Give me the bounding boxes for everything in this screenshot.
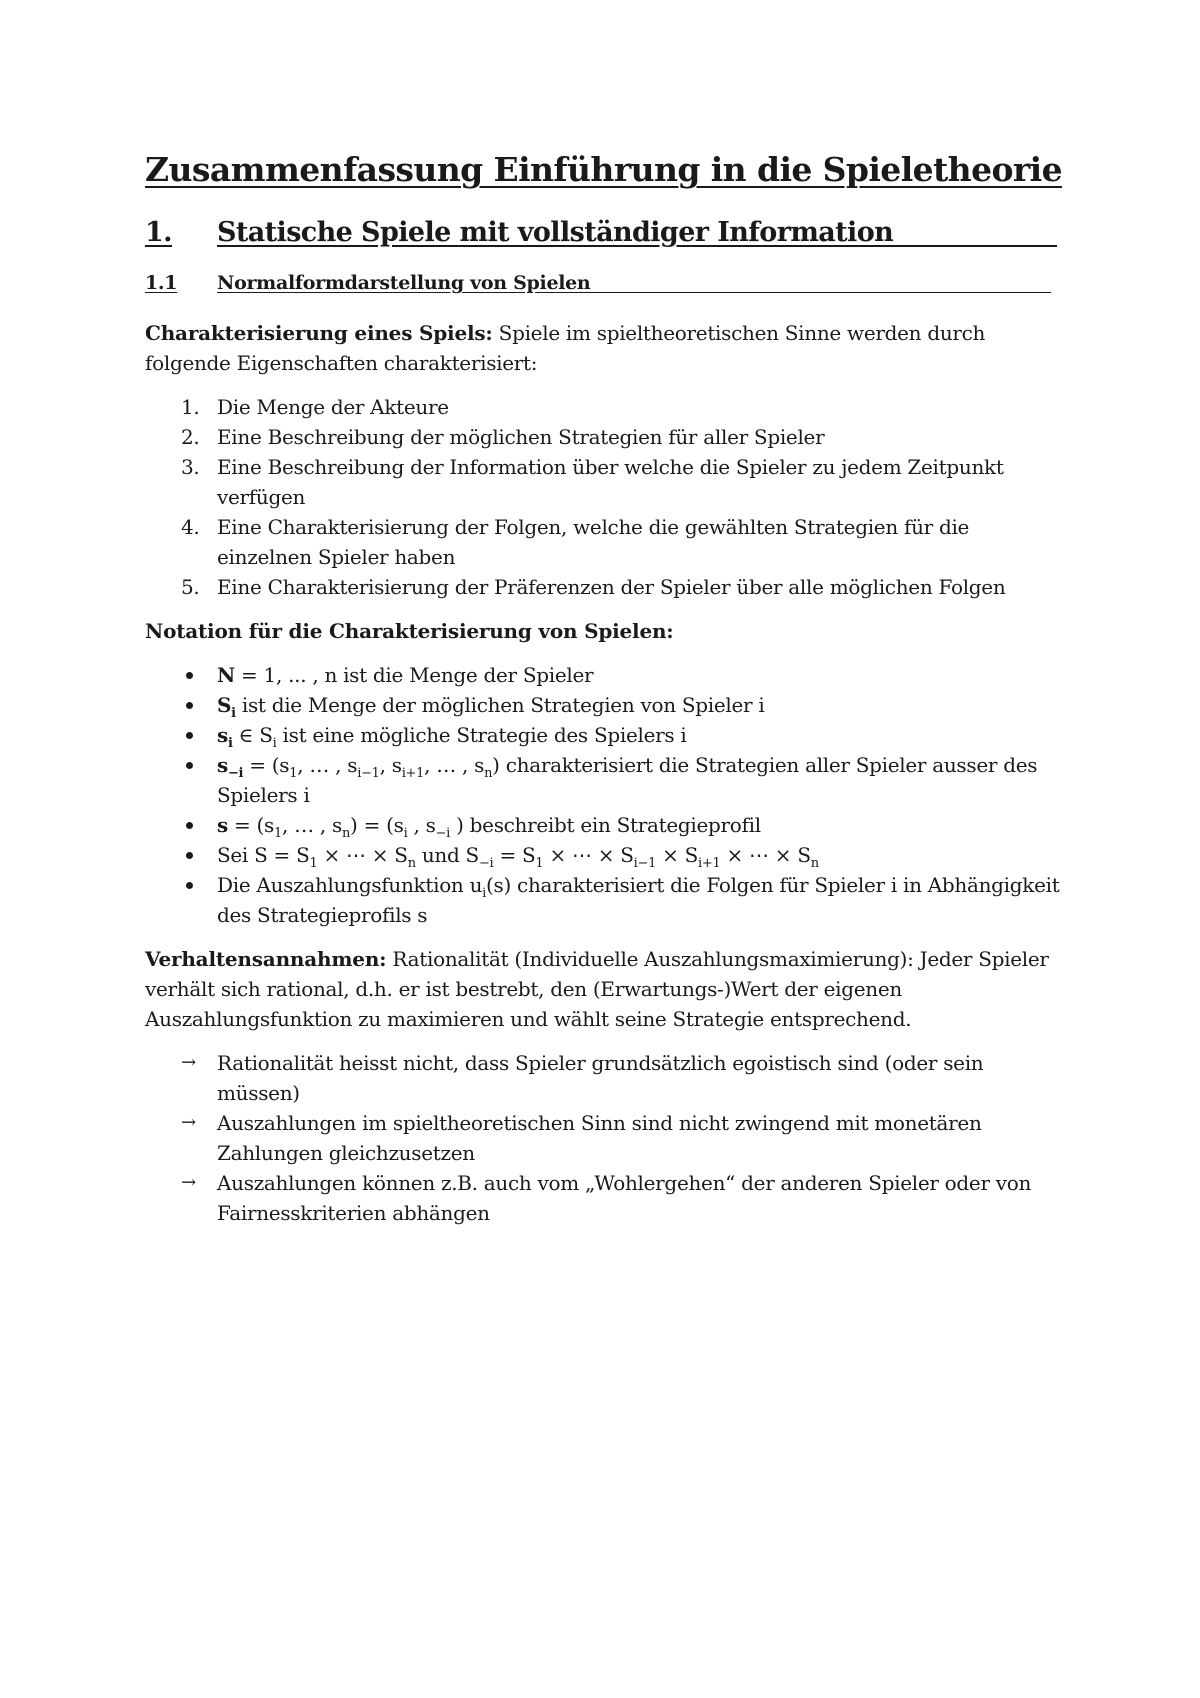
charakterisierung-label: Charakterisierung eines Spiels: [145,321,493,345]
item-text: = S [493,843,536,867]
subscript: −i [435,826,451,841]
item-text: ) = (s [350,813,404,837]
subscript: n [484,766,493,781]
list-marker: 4. [181,515,200,539]
item-text: ist die Menge der möglichen Strategien von Spieler i [235,693,765,717]
list-item-text: Eine Beschreibung der möglichen Strategien für aller Spieler [217,425,825,449]
subscript: i [403,826,408,841]
item-text: ) charakterisiert die Strategien aller Spieler ausser des Spielers i [217,753,1038,807]
item-text: × ⋯ × S [720,843,811,867]
notation-item-n [145,660,1065,690]
subscript: i [272,736,277,751]
item-text: Die Auszahlungsfunktion u [217,873,483,897]
arrow-list-item [145,1108,1065,1168]
item-text: × ⋯ × S [317,843,408,867]
section-1-1-title: Normalformdarstellung von Spielen [217,272,591,294]
arrow-list [145,1048,1065,1228]
symbol: S [217,693,232,717]
list-item [145,512,1065,572]
list-marker: 3. [181,455,200,479]
heading-underline-fill [893,245,1057,247]
subscript: 1 [535,856,544,871]
bullet-icon [186,882,193,889]
item-text: ∈ S [232,723,273,747]
arrow-right-icon: → [181,1172,196,1193]
subscript: 1 [289,766,298,781]
subscript: i−1 [633,856,657,871]
section-1-title: Statische Spiele mit vollständiger Information [217,217,894,248]
item-text: × S [656,843,699,867]
section-1-1-heading [145,270,1065,296]
subscript: i−1 [357,766,380,781]
list-marker: 2. [181,425,200,449]
symbol: s [217,753,228,777]
bullet-icon [186,672,193,679]
item-text: = 1, ... , n ist die Menge der Spieler [234,663,594,687]
subscript: 1 [274,826,282,841]
subscript: i [482,886,487,901]
list-item [145,392,1065,422]
notation-item-s-minus-i [145,750,1065,810]
bullet-icon [186,732,193,739]
charakterisierung-paragraph [145,318,1065,378]
eigenschaften-list [145,392,1065,602]
notation-item-S-i [145,690,1065,720]
notation-item-auszahlungsfunktion [145,870,1065,930]
bullet-icon [186,822,193,829]
symbol: s [217,723,228,747]
item-text: × ⋯ × S [543,843,634,867]
list-item [145,422,1065,452]
section-1-heading [145,216,1065,250]
arrow-list-item [145,1168,1065,1228]
list-item-text: Eine Beschreibung der Information über welche die Spieler zu jedem Zeitpunkt verfügen [217,455,1004,509]
section-1-number: 1. [145,217,172,248]
arrow-list-item [145,1048,1065,1108]
item-text: , s [379,753,402,777]
subscript: n [407,856,416,871]
symbol: N [217,663,235,687]
subscript: i+1 [698,856,721,871]
subscript: i [231,706,236,721]
arrow-item-text: Rationalität heisst nicht, dass Spieler grundsätzlich egoistisch sind (oder sein müssen) [217,1051,984,1105]
item-text: , s [407,813,436,837]
subscript: n [810,856,819,871]
item-text: , … , s [424,753,485,777]
subscript: 1 [309,856,318,871]
arrow-item-text: Auszahlungen im spieltheoretischen Sinn sind nicht zwingend mit monetären Zahlungen gleichzusetzen [217,1111,982,1165]
notation-list [145,660,1065,930]
section-1-1-number: 1.1 [145,272,178,294]
notation-heading-text: Notation für die Charakterisierung von Spielen: [145,619,674,643]
bullet-icon [186,702,193,709]
arrow-right-icon: → [181,1112,196,1133]
subscript: n [341,826,351,841]
subscript: −i [478,856,494,871]
list-item [145,452,1065,512]
subscript: i+1 [401,766,425,781]
bullet-icon [186,762,193,769]
item-text: und S [415,843,479,867]
heading-underline-fill [590,292,1051,293]
list-marker: 5. [181,575,200,599]
verhaltensannahmen-text: Rationalität (Individuelle Auszahlungsmaximierung): Jeder Spieler verhält sich rational, d.h. er ist bestrebt, den (Erwartungs-)Wert der eigenen Auszahlungsfunktion zu maximieren und wählt seine Strategie entsprechend. [145,947,1049,1031]
arrow-item-text: Auszahlungen können z.B. auch vom „Wohlergehen“ der anderen Spieler oder von Fairnesskriterien abhängen [217,1171,1032,1225]
arrow-right-icon: → [181,1052,196,1073]
symbol: s [217,813,228,837]
item-text: ist eine mögliche Strategie des Spielers i [276,723,687,747]
item-text: , … , s [297,753,358,777]
item-text: , … , s [282,813,342,837]
list-item-text: Eine Charakterisierung der Präferenzen der Spieler über alle möglichen Folgen [217,575,1006,599]
verhaltensannahmen-paragraph [145,944,1065,1034]
notation-heading [145,616,1065,646]
item-text: = (s [227,813,275,837]
document-title: Zusammenfassung Einführung in die Spieletheorie [145,150,1062,189]
item-text: (s) charakterisiert die Folgen für Spieler i in Abhängigkeit des Strategieprofils s [217,873,1060,927]
list-item-text: Eine Charakterisierung der Folgen, welche die gewählten Strategien für die einzelnen Spieler haben [217,515,970,569]
notation-item-S-product [145,840,1065,870]
subscript: i [227,736,233,751]
item-text: = (s [243,753,290,777]
document-content [145,148,1065,1242]
list-item-text: Die Menge der Akteure [217,395,449,419]
item-text: ) beschreibt ein Strategieprofil [450,813,761,837]
list-item [145,572,1065,602]
notation-item-strategieprofil [145,810,1065,840]
notation-item-s-i [145,720,1065,750]
charakterisierung-text: Spiele im spieltheoretischen Sinne werden durch folgende Eigenschaften charakterisiert: [145,321,986,375]
bullet-icon [186,852,193,859]
verhaltensannahmen-label: Verhaltensannahmen: [145,947,387,971]
item-text: Sei S = S [217,843,310,867]
list-marker: 1. [181,395,200,419]
subscript: −i [227,766,244,781]
